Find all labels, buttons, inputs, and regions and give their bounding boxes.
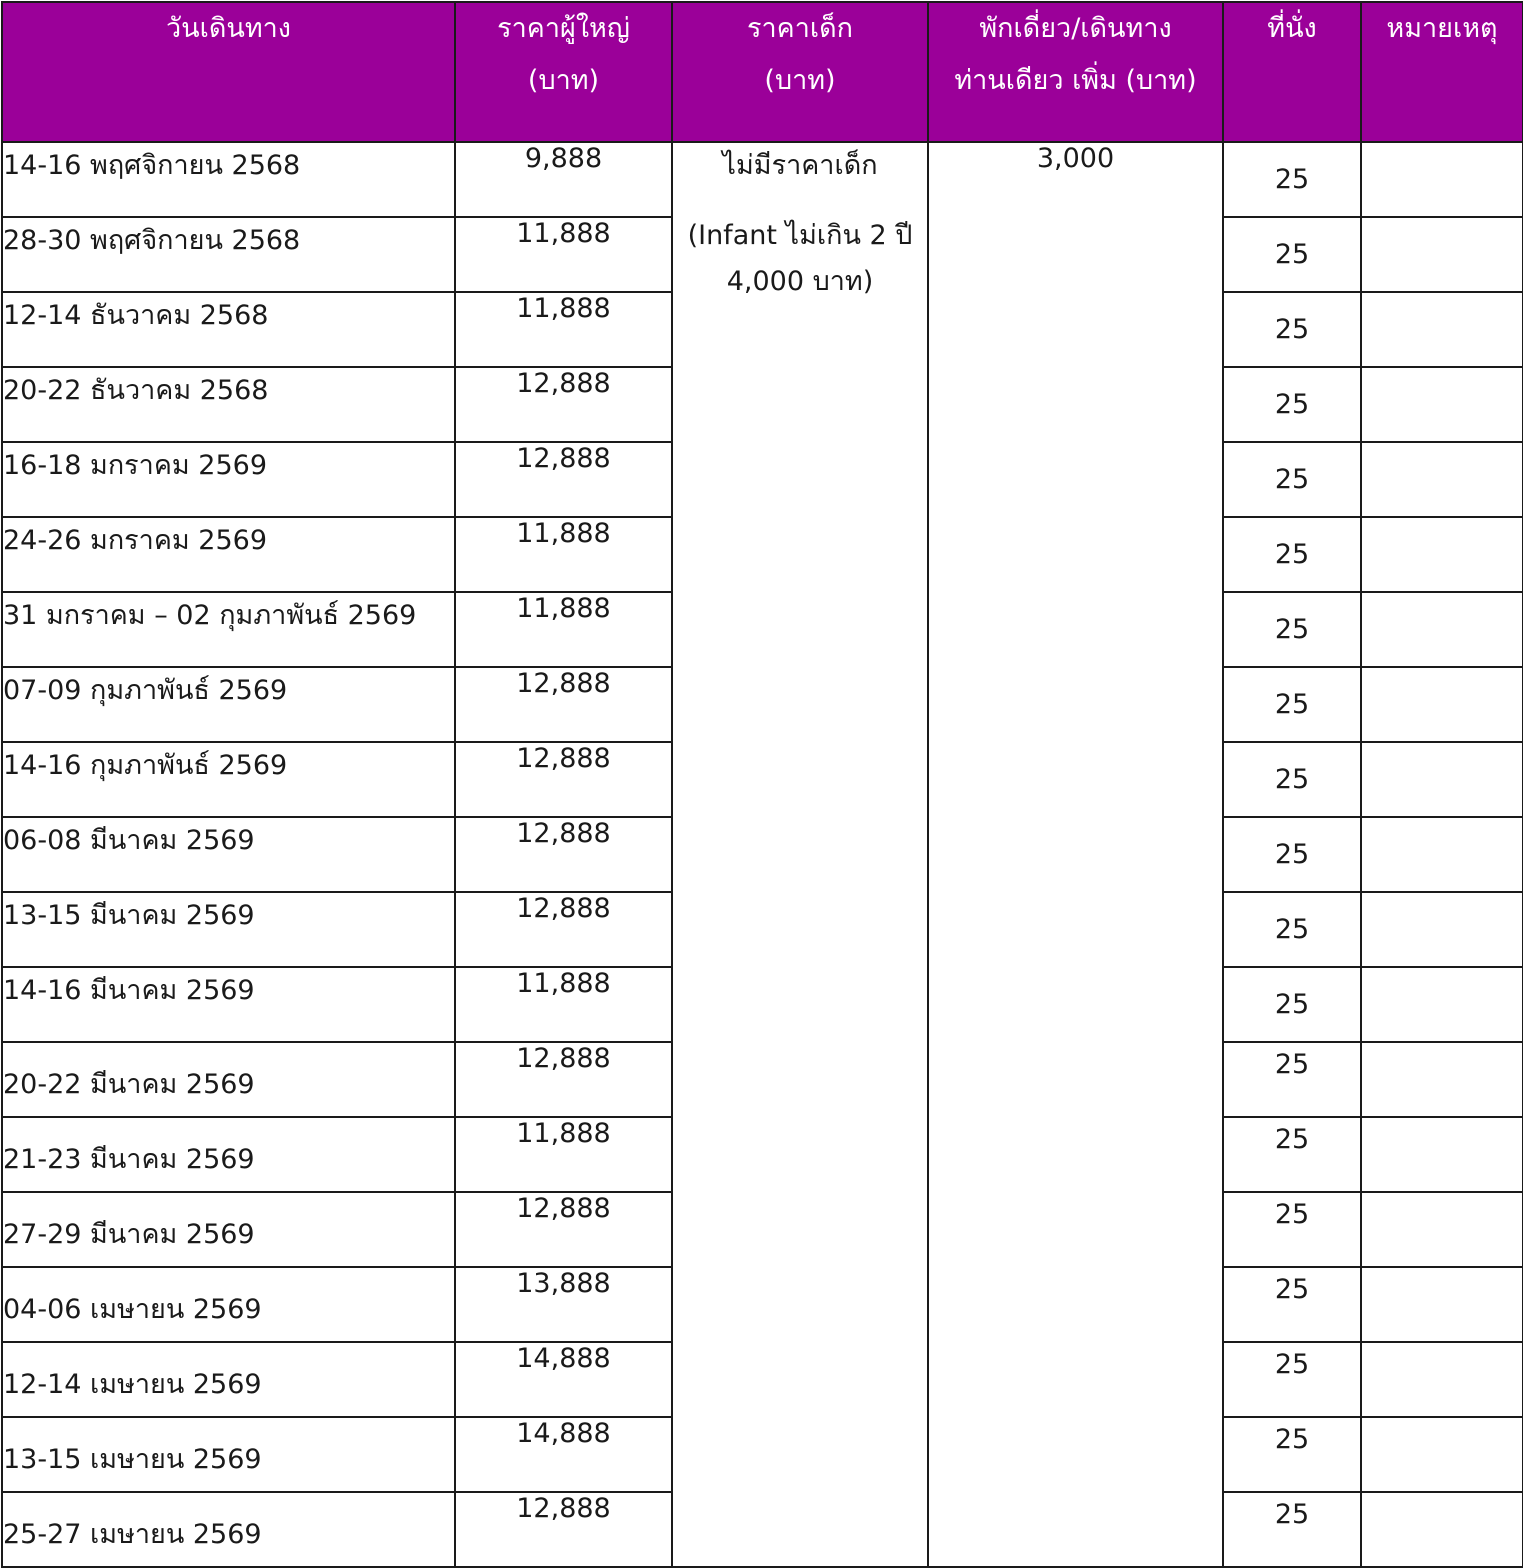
remarks-cell (1361, 1492, 1523, 1567)
infant-price-text: (Infant ไม่เกิน 2 ปี 4,000 บาท) (687, 220, 913, 297)
travel-date-cell: 21-23 มีนาคม 2569 (2, 1117, 455, 1192)
seats-cell: 25 (1223, 1117, 1361, 1192)
header-adult-price-unit: (บาท) (527, 65, 600, 96)
adult-price-cell: 14,888 (455, 1417, 672, 1492)
adult-price-cell: 12,888 (455, 667, 672, 742)
header-seats (1223, 2, 1361, 142)
remarks-cell (1361, 367, 1523, 442)
table-header (2, 2, 1523, 142)
remarks-cell (1361, 667, 1523, 742)
remarks-cell (1361, 442, 1523, 517)
adult-price-cell: 14,888 (455, 1342, 672, 1417)
travel-date-cell: 25-27 เมษายน 2569 (2, 1492, 455, 1567)
travel-date-cell: 14-16 พฤศจิกายน 2568 (2, 142, 455, 217)
seats-cell: 25 (1223, 1342, 1361, 1417)
adult-price-cell: 11,888 (455, 592, 672, 667)
travel-date-cell: 12-14 เมษายน 2569 (2, 1342, 455, 1417)
header-single-supplement (928, 2, 1223, 142)
remarks-cell (1361, 1192, 1523, 1267)
adult-price-cell: 12,888 (455, 817, 672, 892)
remarks-cell (1361, 517, 1523, 592)
remarks-cell (1361, 892, 1523, 967)
header-travel-date (2, 2, 455, 142)
header-travel-date-label: วันเดินทาง (166, 13, 291, 44)
adult-price-cell: 11,888 (455, 1117, 672, 1192)
remarks-cell (1361, 742, 1523, 817)
seats-cell: 25 (1223, 667, 1361, 742)
child-price-text: ไม่มีราคาเด็ก (722, 150, 878, 181)
remarks-cell (1361, 292, 1523, 367)
travel-date-cell: 13-15 มีนาคม 2569 (2, 892, 455, 967)
travel-date-cell: 12-14 ธันวาคม 2568 (2, 292, 455, 367)
tour-price-table (1, 1, 1523, 1568)
adult-price-cell: 12,888 (455, 367, 672, 442)
header-remarks-label: หมายเหตุ (1386, 13, 1498, 44)
header-child-price-label: ราคาเด็ก (747, 13, 853, 44)
seats-cell: 25 (1223, 442, 1361, 517)
travel-date-cell: 24-26 มกราคม 2569 (2, 517, 455, 592)
adult-price-cell: 12,888 (455, 1192, 672, 1267)
seats-cell: 25 (1223, 367, 1361, 442)
header-single-supplement-label: พักเดี่ยว/เดินทาง (979, 13, 1172, 44)
travel-date-cell: 16-18 มกราคม 2569 (2, 442, 455, 517)
travel-date-cell: 07-09 กุมภาพันธ์ 2569 (2, 667, 455, 742)
adult-price-cell: 12,888 (455, 1042, 672, 1117)
remarks-cell (1361, 592, 1523, 667)
remarks-cell (1361, 817, 1523, 892)
remarks-cell (1361, 1417, 1523, 1492)
seats-cell: 25 (1223, 1492, 1361, 1567)
adult-price-cell: 11,888 (455, 292, 672, 367)
travel-date-cell: 04-06 เมษายน 2569 (2, 1267, 455, 1342)
remarks-cell (1361, 1117, 1523, 1192)
remarks-cell (1361, 1267, 1523, 1342)
travel-date-cell: 20-22 ธันวาคม 2568 (2, 367, 455, 442)
travel-date-cell: 14-16 มีนาคม 2569 (2, 967, 455, 1042)
travel-date-cell: 28-30 พฤศจิกายน 2568 (2, 217, 455, 292)
seats-cell: 25 (1223, 1042, 1361, 1117)
seats-cell: 25 (1223, 217, 1361, 292)
seats-cell: 25 (1223, 742, 1361, 817)
seats-cell: 25 (1223, 517, 1361, 592)
header-adult-price-label: ราคาผู้ใหญ่ (497, 13, 630, 44)
seats-cell: 25 (1223, 1267, 1361, 1342)
travel-date-cell: 14-16 กุมภาพันธ์ 2569 (2, 742, 455, 817)
seats-cell: 25 (1223, 592, 1361, 667)
seats-cell: 25 (1223, 892, 1361, 967)
adult-price-cell: 13,888 (455, 1267, 672, 1342)
remarks-cell (1361, 967, 1523, 1042)
header-child-price (672, 2, 928, 142)
single-supplement-merged-cell: 3,000 (928, 142, 1223, 1567)
remarks-cell (1361, 142, 1523, 217)
header-row (2, 2, 1523, 142)
adult-price-cell: 11,888 (455, 967, 672, 1042)
travel-date-cell: 20-22 มีนาคม 2569 (2, 1042, 455, 1117)
adult-price-cell: 12,888 (455, 442, 672, 517)
adult-price-cell: 11,888 (455, 217, 672, 292)
seats-cell: 25 (1223, 142, 1361, 217)
table-body (2, 142, 1523, 1567)
child-price-merged-cell (672, 142, 928, 1567)
header-seats-label: ที่นั่ง (1267, 13, 1317, 44)
seats-cell: 25 (1223, 1417, 1361, 1492)
adult-price-cell: 12,888 (455, 1492, 672, 1567)
header-child-price-unit: (บาท) (764, 65, 836, 96)
seats-cell: 25 (1223, 967, 1361, 1042)
table-row (2, 142, 1523, 217)
header-adult-price (455, 2, 672, 142)
travel-date-cell: 27-29 มีนาคม 2569 (2, 1192, 455, 1267)
travel-date-cell: 31 มกราคม – 02 กุมภาพันธ์ 2569 (2, 592, 455, 667)
travel-date-cell: 13-15 เมษายน 2569 (2, 1417, 455, 1492)
remarks-cell (1361, 1342, 1523, 1417)
remarks-cell (1361, 217, 1523, 292)
adult-price-cell: 9,888 (455, 142, 672, 217)
header-remarks (1361, 2, 1523, 142)
adult-price-cell: 11,888 (455, 517, 672, 592)
adult-price-cell: 12,888 (455, 892, 672, 967)
adult-price-cell: 12,888 (455, 742, 672, 817)
seats-cell: 25 (1223, 817, 1361, 892)
header-single-supplement-unit: ท่านเดียว เพิ่ม (บาท) (954, 65, 1197, 96)
seats-cell: 25 (1223, 1192, 1361, 1267)
seats-cell: 25 (1223, 292, 1361, 367)
remarks-cell (1361, 1042, 1523, 1117)
travel-date-cell: 06-08 มีนาคม 2569 (2, 817, 455, 892)
